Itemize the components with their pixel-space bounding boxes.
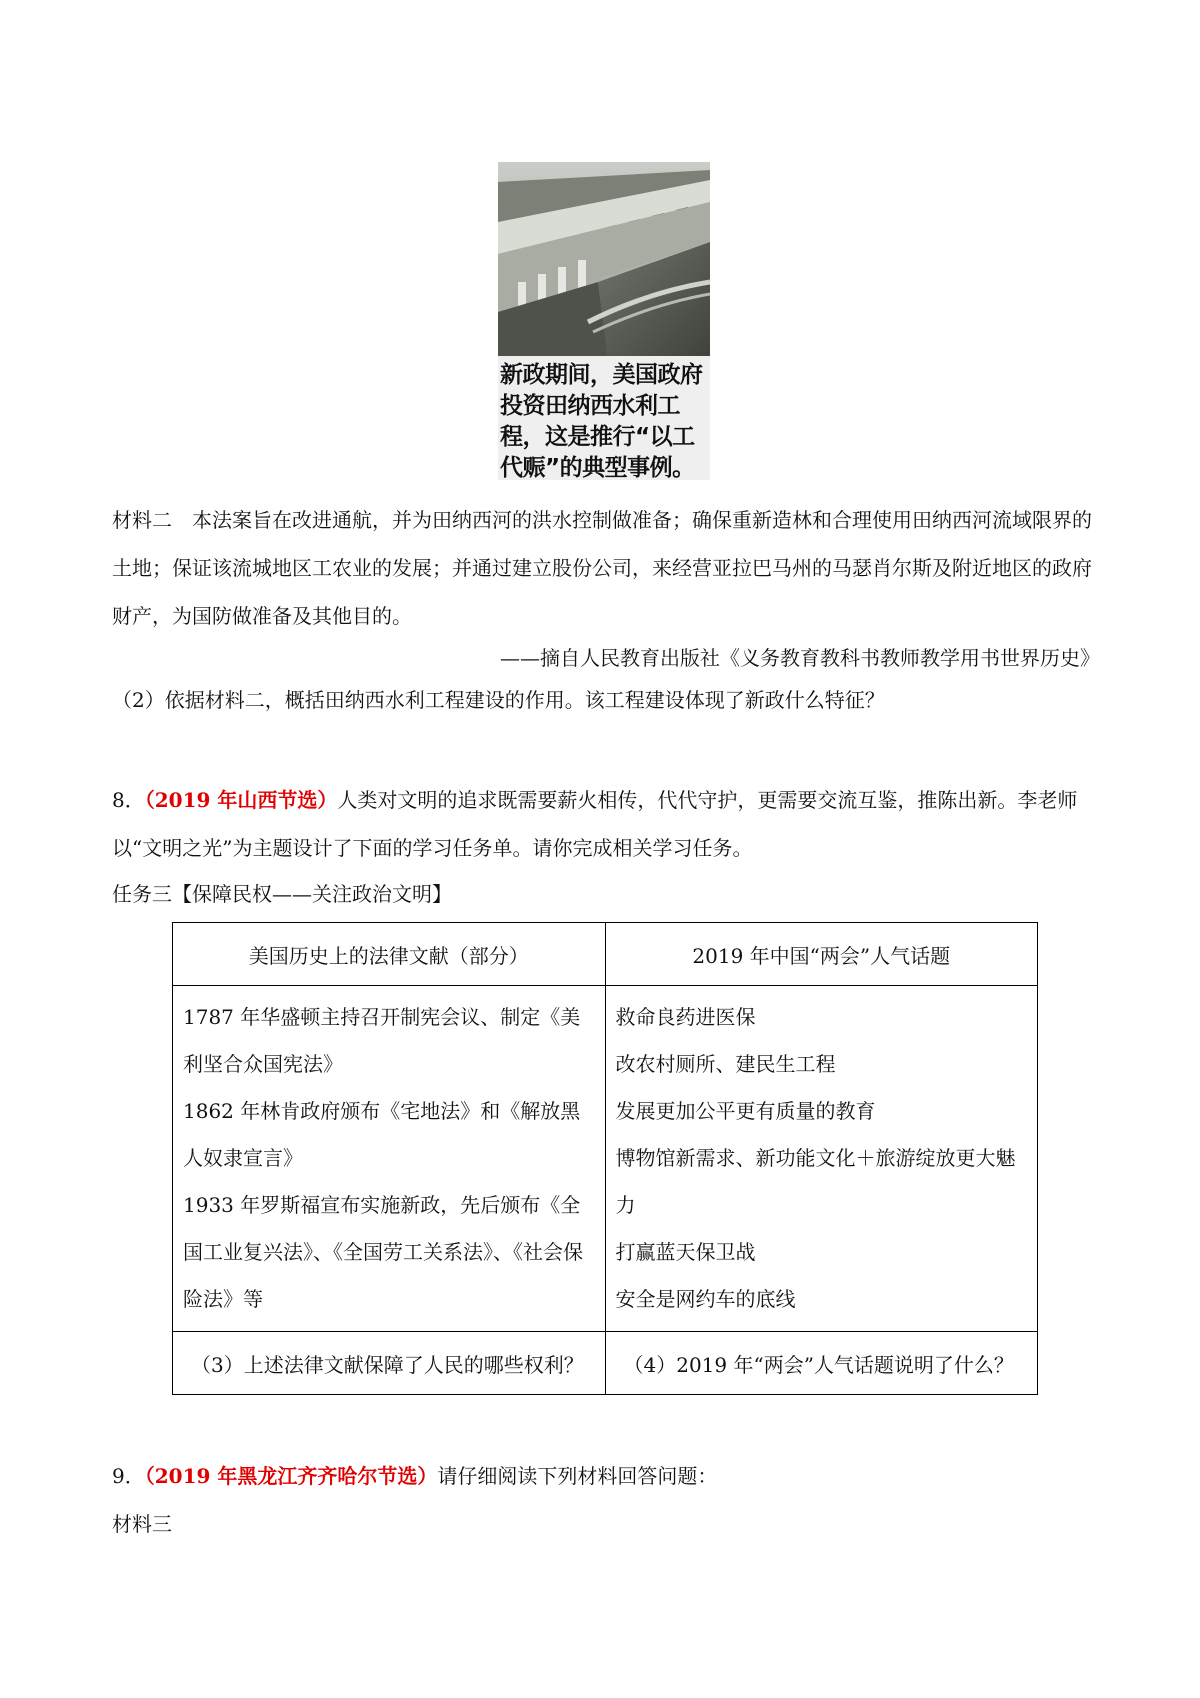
question-8-number: 8．	[112, 788, 145, 812]
question-8-source-tag: （2019 年山西节选）	[144, 788, 338, 812]
question-9-source-tag: （2019 年黑龙江齐齐哈尔节选）	[144, 1464, 438, 1488]
material-three-label: 材料三	[112, 1512, 172, 1536]
table-body-row	[173, 986, 1038, 1332]
question-9-number: 9．	[112, 1464, 145, 1488]
list-item: 1787 年华盛顿主持召开制宪会议、制定《美利坚合众国宪法》	[183, 1005, 581, 1076]
dam-figure	[498, 162, 710, 480]
question-3: （3）上述法律文献保障了人民的哪些权利？	[173, 1332, 606, 1395]
table-header-row	[173, 923, 1038, 986]
list-item: 发展更加公平更有质量的教育	[615, 1099, 876, 1123]
table-right-cell	[605, 986, 1038, 1332]
list-item: 1933 年罗斯福宣布实施新政，先后颁布《全国工业复兴法》、《全国劳工关系法》、《社会保险法》等	[183, 1193, 583, 1311]
task-three-title: 任务三【保障民权——关注政治文明】	[112, 882, 452, 906]
material-two-block	[112, 496, 1100, 640]
list-item: 1862 年林肯政府颁布《宅地法》和《解放黑人奴隶宣言》	[183, 1099, 581, 1170]
question-8-text: 人类对文明的追求既需要薪火相传，代代守护，更需要交流互鉴，推陈出新。李老师以“文明之光”为主题设计了下面的学习任务单。请你完成相关学习任务。	[112, 788, 1078, 860]
list-item: 打赢蓝天保卫战	[615, 1240, 756, 1264]
list-item: 改农村厕所、建民生工程	[615, 1052, 836, 1076]
list-item: 救命良药进医保	[615, 1005, 756, 1029]
task-table	[172, 922, 1038, 1395]
table-header-left: 美国历史上的法律文献（部分）	[173, 923, 606, 986]
question-8	[112, 776, 1100, 872]
tennessee-dam-photo	[498, 162, 710, 356]
material-two-text: 材料二 本法案旨在改进通航，并为田纳西河的洪水控制做准备；确保重新造林和合理使用田纳西河流域限界的土地；保证该流城地区工农业的发展；并通过建立股份公司，来经营亚拉巴马州的马瑟肖尔斯及附近地区的政府财产，为国防做准备及其他目的。	[112, 508, 1092, 628]
list-item: 博物馆新需求、新功能文化＋旅游绽放更大魅力	[615, 1146, 1016, 1217]
table-header-right: 2019 年中国“两会”人气话题	[605, 923, 1038, 986]
dam-photo-illustration	[498, 162, 710, 356]
question-4: （4）2019 年“两会”人气话题说明了什么？	[605, 1332, 1038, 1395]
list-item: 安全是网约车的底线	[615, 1287, 796, 1311]
figure-caption: 新政期间，美国政府投资田纳西水利工程，这是推行“以工代赈”的典型事例。	[498, 356, 710, 480]
table-question-row	[173, 1332, 1038, 1395]
question-2: （2）依据材料二，概括田纳西水利工程建设的作用。该工程建设体现了新政什么特征？	[112, 688, 885, 712]
table-left-cell	[173, 986, 606, 1332]
question-9	[112, 1456, 1100, 1496]
question-9-text: 请仔细阅读下列材料回答问题：	[437, 1464, 718, 1488]
material-two-source: ——摘自人民教育出版社《义务教育教科书教师教学用书世界历史》	[500, 646, 1100, 670]
